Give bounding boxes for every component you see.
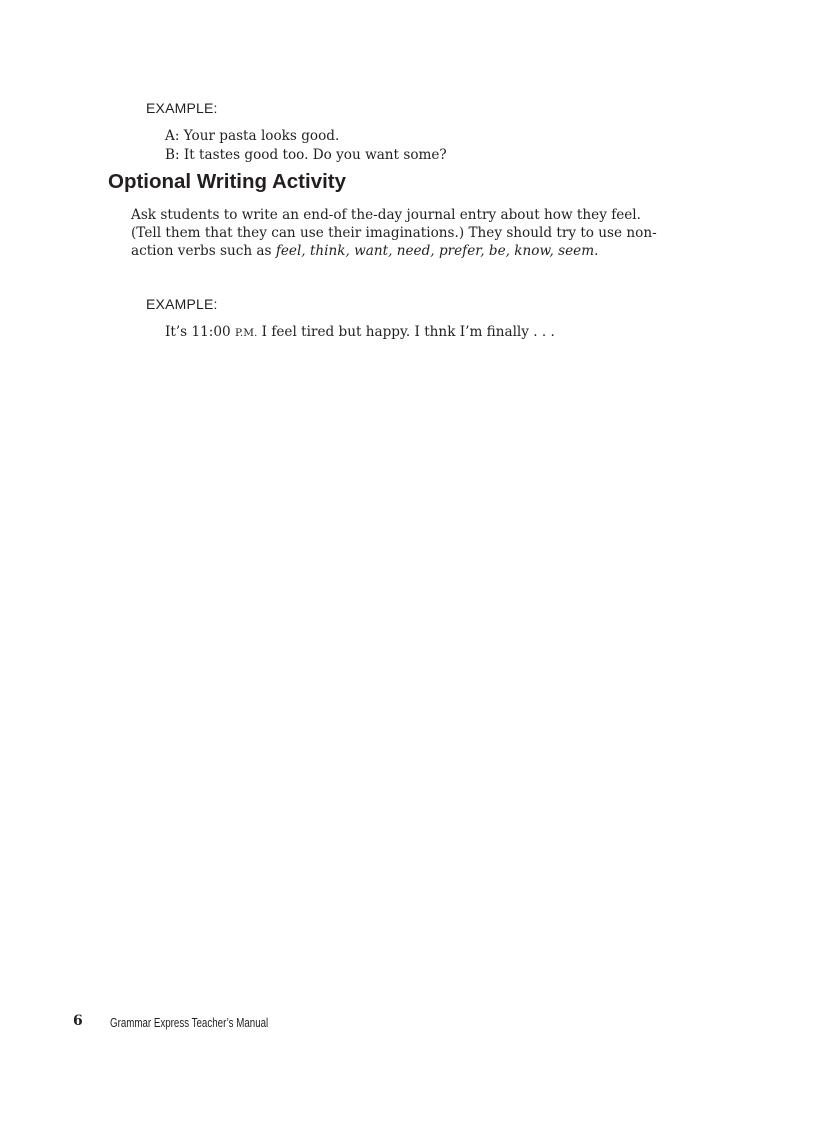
example-label-1: EXAMPLE: xyxy=(146,100,218,116)
dialogue-line-b: B: It tastes good too. Do you want some? xyxy=(165,147,447,163)
book-title: Grammar Express Teacher’s Manual xyxy=(110,1016,269,1030)
section-heading: Optional Writing Activity xyxy=(108,170,347,193)
journal-example-prefix: It’s 11:00 xyxy=(165,324,235,340)
journal-example-rest: I feel tired but happy. I thnk I’m finally . . . xyxy=(257,324,555,340)
journal-example xyxy=(165,324,555,340)
paragraph-line-3-suffix: . xyxy=(594,243,599,259)
time-suffix: P.M. xyxy=(234,327,258,339)
verb-list: feel, think, want, need, prefer, be, know, seem xyxy=(275,243,595,259)
page-number: 6 xyxy=(73,1013,83,1029)
paragraph-line-2: (Tell them that they can use their imaginations.) They should try to use non- xyxy=(131,225,657,241)
example-label-2: EXAMPLE: xyxy=(146,296,218,312)
paragraph-line-3 xyxy=(131,243,598,259)
paragraph-line-1: Ask students to write an end-of the-day journal entry about how they feel. xyxy=(131,207,641,223)
paragraph-line-3-prefix: action verbs such as xyxy=(131,243,276,259)
dialogue-line-a: A: Your pasta looks good. xyxy=(165,128,340,144)
